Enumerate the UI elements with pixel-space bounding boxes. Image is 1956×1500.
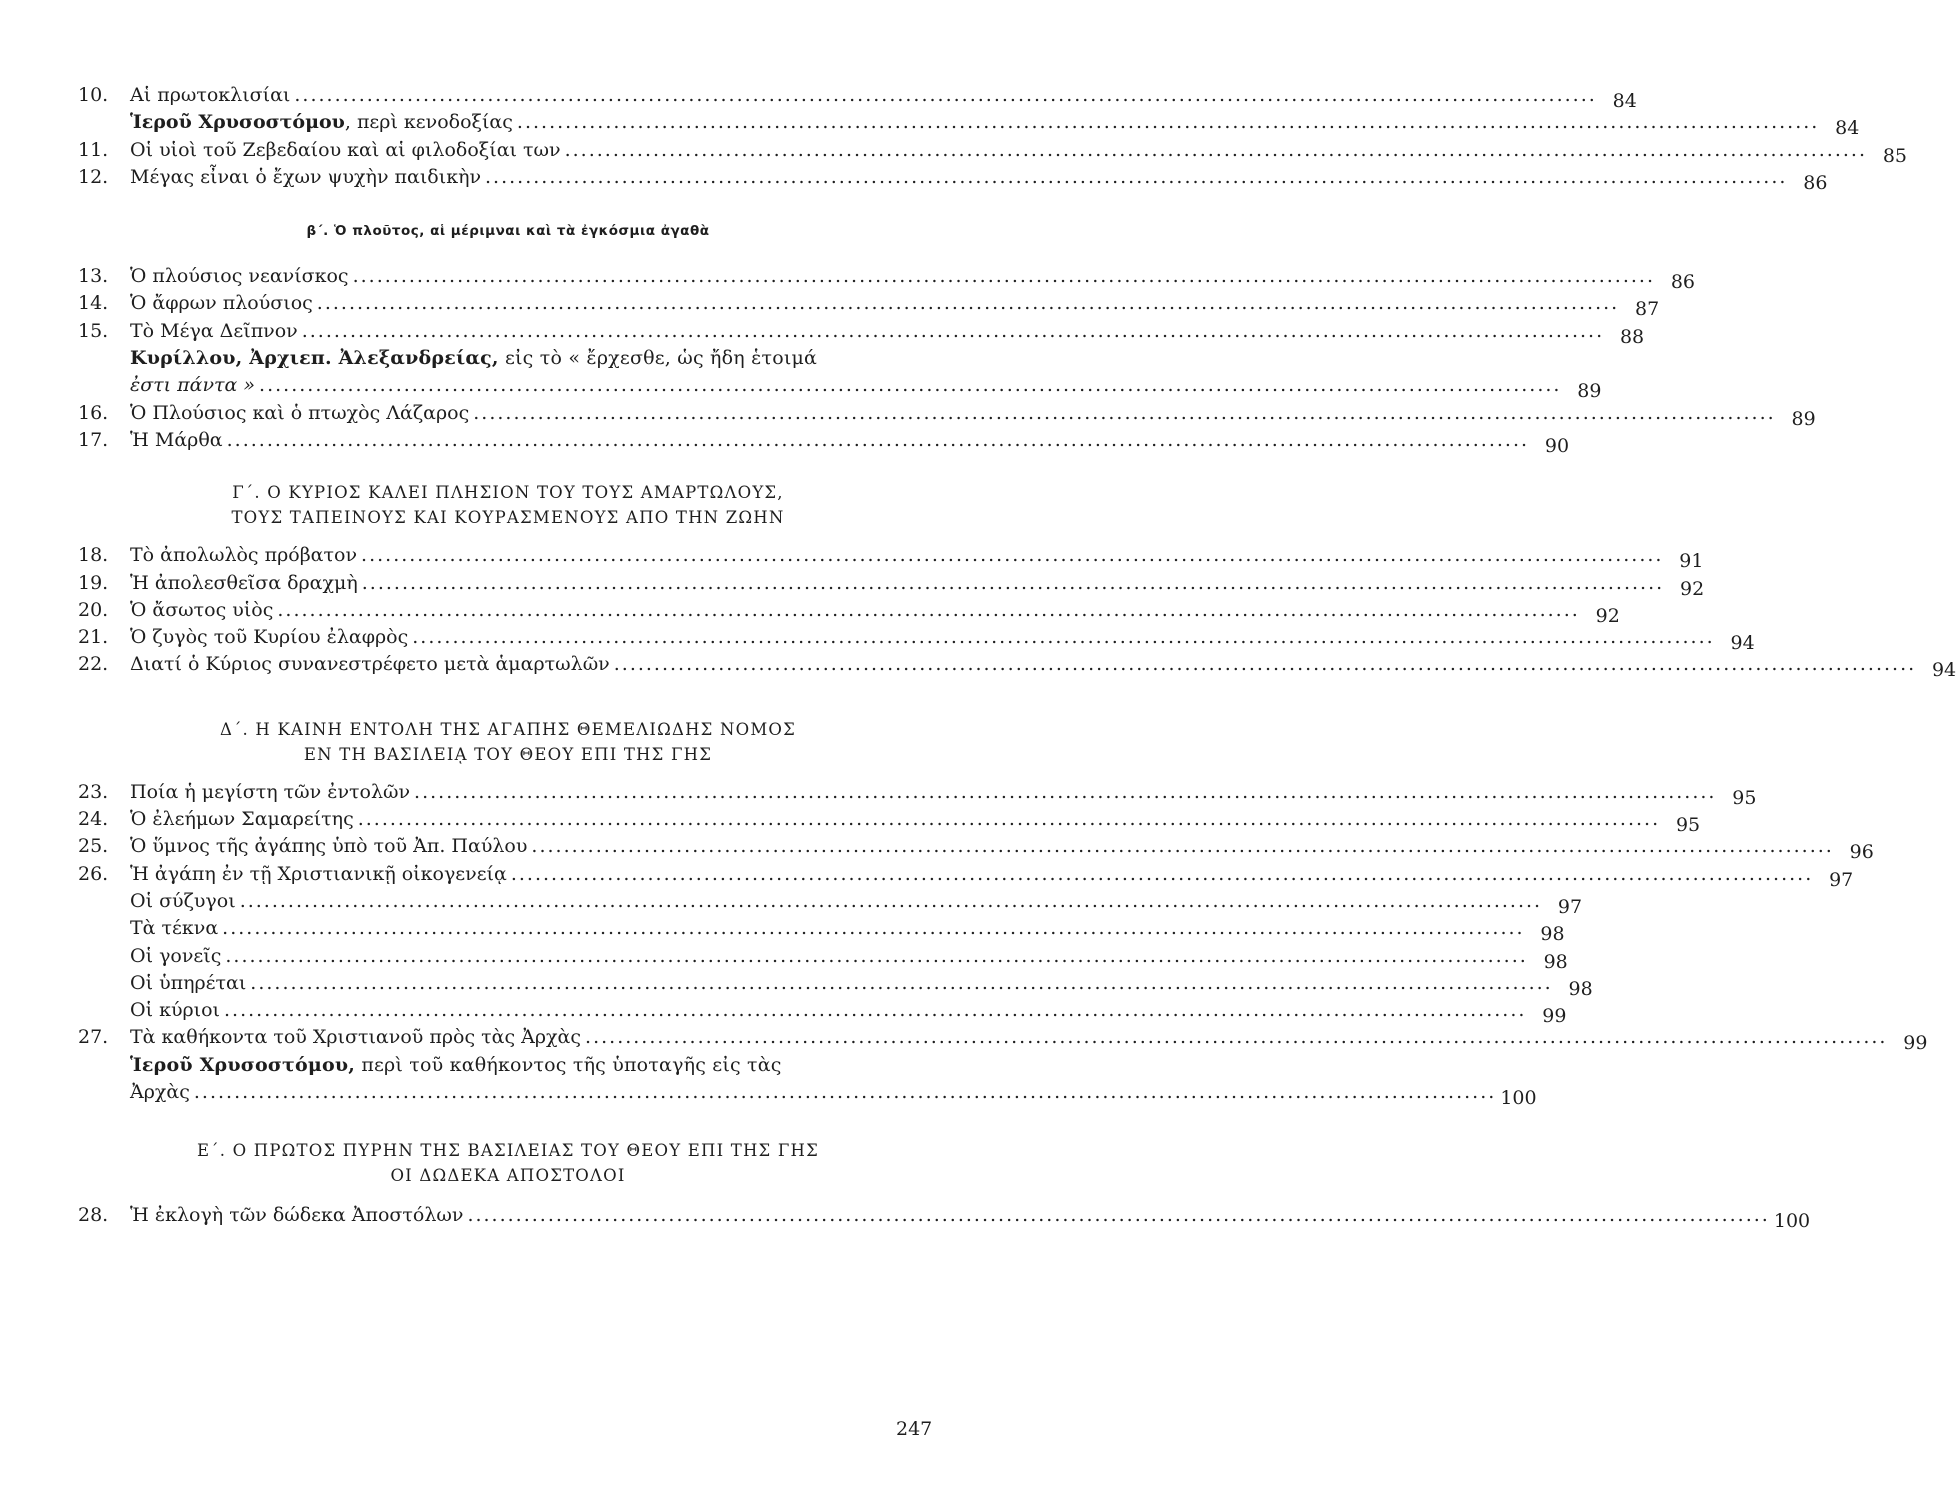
entry-page: 97 [1557, 895, 1583, 918]
page-number: 247 [896, 1418, 933, 1440]
toc-entry-multiline [78, 347, 938, 374]
leader-dots [362, 572, 1664, 594]
toc-entry [78, 138, 1907, 167]
entry-title: Τὰ καθήκοντα τοῦ Χριστιανοῦ πρὸς τὰς Ἀρχὰς [130, 1026, 582, 1049]
entry-title-line2: ἐστι πάντα » [130, 374, 256, 397]
entry-page: 86 [1670, 271, 1695, 294]
entry-title-line2: Ἀρχὰς [130, 1081, 190, 1104]
section-heading: β΄. Ὁ πλοῦτος, αἱ μέριμναι καὶ τὰ ἐγκόσμια ἀγαθὰ [306, 223, 710, 240]
entry-title: Ἡ Μάρθα [130, 428, 223, 451]
leader-dots [250, 972, 1552, 994]
entry-title: Τὰ τέκνα [130, 917, 219, 940]
leader-dots [614, 653, 1916, 675]
toc-entry [78, 292, 1660, 321]
entry-title: Οἱ κύριοι [130, 999, 220, 1022]
entry-title: Αἱ πρωτοκλισίαι [130, 84, 291, 106]
toc-entry [78, 1026, 1928, 1055]
entry-number: 15. [78, 319, 109, 342]
section-heading [78, 717, 938, 767]
toc-entry [78, 401, 1816, 430]
section-heading-line: ΟΙ ΔΩΔΕΚΑ ΑΠΟΣΤΟΛΟΙ [390, 1166, 626, 1186]
leader-dots [294, 84, 1596, 106]
entry-page: 97 [1829, 868, 1854, 891]
entry-title [130, 1054, 782, 1076]
entry-page: 88 [1619, 325, 1645, 348]
entry-title: Ὁ ἄσωτος υἱὸς [130, 598, 274, 621]
leader-dots [259, 374, 1561, 396]
entry-page: 98 [1568, 977, 1593, 1000]
entry-page: 98 [1540, 923, 1565, 946]
entry-page: 92 [1595, 604, 1620, 627]
entry-title: Τὸ Μέγα Δεῖπνον [130, 319, 298, 342]
section-heading-line: Γ΄. Ο ΚΥΡΙΟΣ ΚΑΛΕΙ ΠΛΗΣΙΟΝ ΤΟΥ ΤΟΥΣ ΑΜΑΡΤΩΛΟΥΣ, [232, 483, 784, 503]
section-heading-line: Δ΄. Η ΚΑΙΝΗ ΕΝΤΟΛΗ ΤΗΣ ΑΓΑΠΗΣ ΘΕΜΕΛΙΩΔΗΣ ΝΟΜΟΣ [219, 719, 797, 739]
entry-title-rest: περὶ τοῦ καθήκοντος τῆς ὑποταγῆς εἰς τὰς [355, 1053, 782, 1076]
entry-number: 24. [78, 808, 109, 831]
entry-number: 12. [78, 165, 109, 188]
entry-number: 17. [78, 428, 109, 451]
section-heading [78, 1138, 938, 1188]
leader-dots [240, 890, 1542, 912]
toc-entry-multiline [78, 1054, 938, 1081]
leader-dots [225, 945, 1527, 967]
entry-number: 28. [78, 1204, 109, 1227]
toc-subentry [78, 971, 1593, 1000]
toc-entry [78, 544, 1704, 573]
entry-title [130, 347, 817, 369]
entry-number: 10. [78, 84, 109, 106]
toc-entry [78, 265, 1695, 294]
leader-dots [517, 111, 1819, 133]
leader-dots [531, 835, 1833, 857]
entry-page: 96 [1849, 841, 1874, 864]
entry-page: 99 [1542, 1005, 1567, 1028]
entry-number: 11. [78, 138, 109, 161]
entry-number: 27. [78, 1026, 109, 1049]
entry-title-rest: εἰς τὸ « ἔρχεσθε, ὡς ἤδη ἑτοιμά [498, 347, 818, 370]
leader-dots [224, 999, 1526, 1021]
entry-title: Τὸ ἀπολωλὸς πρόβατον [130, 544, 358, 567]
entry-title: Ἡ ἐκλογὴ τῶν δώδεκα Ἀποστόλων [130, 1204, 464, 1227]
leader-dots [302, 320, 1604, 342]
leader-dots [361, 544, 1663, 566]
toc-entry [78, 598, 1620, 627]
entry-number: 19. [78, 571, 109, 594]
toc-entry [78, 571, 1705, 600]
leader-dots [585, 1026, 1887, 1048]
toc-entry [78, 1204, 1811, 1233]
entry-title [130, 111, 513, 133]
entry-title: Οἱ ὑπηρέται [130, 971, 247, 994]
entry-number: 16. [78, 401, 109, 424]
toc-entry [78, 653, 1956, 682]
entry-title: Ποία ἡ μεγίστη τῶν ἐντολῶν [130, 780, 411, 803]
entry-title: Ἡ ἀπολεσθεῖσα δραχμὴ [130, 571, 358, 594]
entry-page: 94 [1730, 632, 1755, 655]
entry-number: 23. [78, 780, 109, 803]
entry-page: 89 [1577, 380, 1602, 403]
toc-entry [78, 835, 1874, 864]
leader-dots [194, 1081, 1496, 1103]
toc-entry [78, 626, 1755, 655]
author-name: Κυρίλλου, Ἀρχιεπ. Ἀλεξανδρείας, [130, 347, 499, 370]
entry-title: Ὁ ἐλεήμων Σαμαρείτης [130, 808, 354, 831]
entry-title: Οἱ σύζυγοι [130, 889, 236, 912]
leader-dots [277, 599, 1579, 621]
entry-page: 89 [1791, 407, 1816, 430]
toc-subentry [78, 944, 1568, 973]
toc-entry [78, 862, 1854, 891]
entry-page: 84 [1835, 117, 1860, 140]
entry-page: 100 [1773, 1210, 1811, 1233]
leader-dots [222, 917, 1524, 939]
entry-number: 22. [78, 653, 109, 676]
toc-entry [78, 111, 1860, 140]
entry-page: 99 [1903, 1032, 1928, 1055]
entry-title: Μέγας εἶναι ὁ ἔχων ψυχὴν παιδικὴν [130, 165, 481, 188]
entry-number: 13. [78, 265, 109, 288]
toc-subentry [78, 889, 1583, 918]
leader-dots [317, 292, 1619, 314]
leader-dots [485, 166, 1787, 188]
leader-dots [467, 1204, 1769, 1226]
toc-entry [78, 319, 1645, 348]
toc-entry-continuation [78, 1081, 1537, 1110]
section-heading-line: ΤΟΥΣ ΤΑΠΕΙΝΟΥΣ ΚΑΙ ΚΟΥΡΑΣΜΕΝΟΥΣ ΑΠΟ ΤΗΝ ΖΩΗΝ [231, 508, 785, 528]
entry-page: 91 [1679, 550, 1704, 573]
toc-entry-continuation [78, 374, 1602, 403]
entry-page: 90 [1544, 434, 1570, 457]
entry-page: 94 [1931, 659, 1956, 682]
entry-number: 21. [78, 626, 109, 649]
entry-number: 14. [78, 292, 109, 315]
toc-entry [78, 165, 1828, 194]
leader-dots [473, 402, 1775, 424]
section-heading [78, 480, 938, 530]
entry-title: Ὁ ὕμνος τῆς ἀγάπης ὑπὸ τοῦ Ἀπ. Παύλου [130, 835, 528, 858]
toc-entry [78, 84, 1637, 112]
entry-number: 18. [78, 544, 109, 567]
entry-title: Οἱ γονεῖς [130, 944, 222, 967]
entry-title: Ὁ ζυγὸς τοῦ Κυρίου ἐλαφρὸς [130, 626, 409, 649]
leader-dots [414, 781, 1716, 803]
leader-dots [565, 139, 1867, 161]
toc-entry [78, 780, 1757, 809]
leader-dots [412, 626, 1714, 648]
toc-subentry [78, 917, 1565, 946]
toc-entry [78, 808, 1701, 837]
entry-page: 100 [1500, 1087, 1537, 1110]
section-heading-line: Ε΄. Ο ΠΡΩΤΟΣ ΠΥΡΗΝ ΤΗΣ ΒΑΣΙΛΕΙΑΣ ΤΟΥ ΘΕΟΥ ΕΠΙ ΤΗΣ ΓΗΣ [197, 1141, 819, 1161]
entry-page: 92 [1680, 577, 1705, 600]
entry-title: Ὁ Πλούσιος καὶ ὁ πτωχὸς Λάζαρος [130, 401, 470, 424]
toc-subentry [78, 999, 1567, 1028]
entry-number: 26. [78, 862, 109, 885]
entry-page: 86 [1803, 171, 1828, 194]
entry-title: Οἱ υἱοὶ τοῦ Ζεβεδαίου καὶ αἱ φιλοδοξίαι των [130, 138, 561, 161]
entry-number: 20. [78, 598, 109, 621]
author-name: Ἱεροῦ Χρυσοστόμου, [130, 1053, 356, 1076]
entry-page: 87 [1635, 298, 1660, 321]
entry-title: Διατί ὁ Κύριος συνανεστρέφετο μετὰ ἁμαρτωλῶν [130, 653, 610, 676]
leader-dots [227, 429, 1529, 451]
entry-page: 95 [1675, 814, 1701, 837]
leader-dots [353, 265, 1655, 287]
entry-title: Ἡ ἀγάπη ἐν τῇ Χριστιανικῇ οἰκογενείᾳ [130, 862, 507, 885]
entry-page: 98 [1543, 950, 1568, 973]
leader-dots [358, 808, 1660, 830]
section-heading-line: ΕΝ ΤΗ ΒΑΣΙΛΕΙᾼ ΤΟΥ ΘΕΟΥ ΕΠΙ ΤΗΣ ΓΗΣ [303, 744, 713, 764]
author-name: Ἱεροῦ Χρυσοστόμου [130, 111, 345, 134]
entry-title: Ὁ πλούσιος νεανίσκος [130, 265, 349, 288]
entry-page: 84 [1612, 90, 1637, 112]
leader-dots [511, 863, 1813, 885]
table-of-contents [78, 84, 1956, 1233]
entry-page: 95 [1732, 786, 1757, 809]
entry-page: 85 [1882, 144, 1907, 167]
entry-title: Ὁ ἄφρων πλούσιος [130, 292, 313, 315]
toc-entry [78, 428, 1570, 457]
entry-title-rest: , περὶ κενοδοξίας [344, 111, 513, 134]
entry-number: 25. [78, 835, 109, 858]
